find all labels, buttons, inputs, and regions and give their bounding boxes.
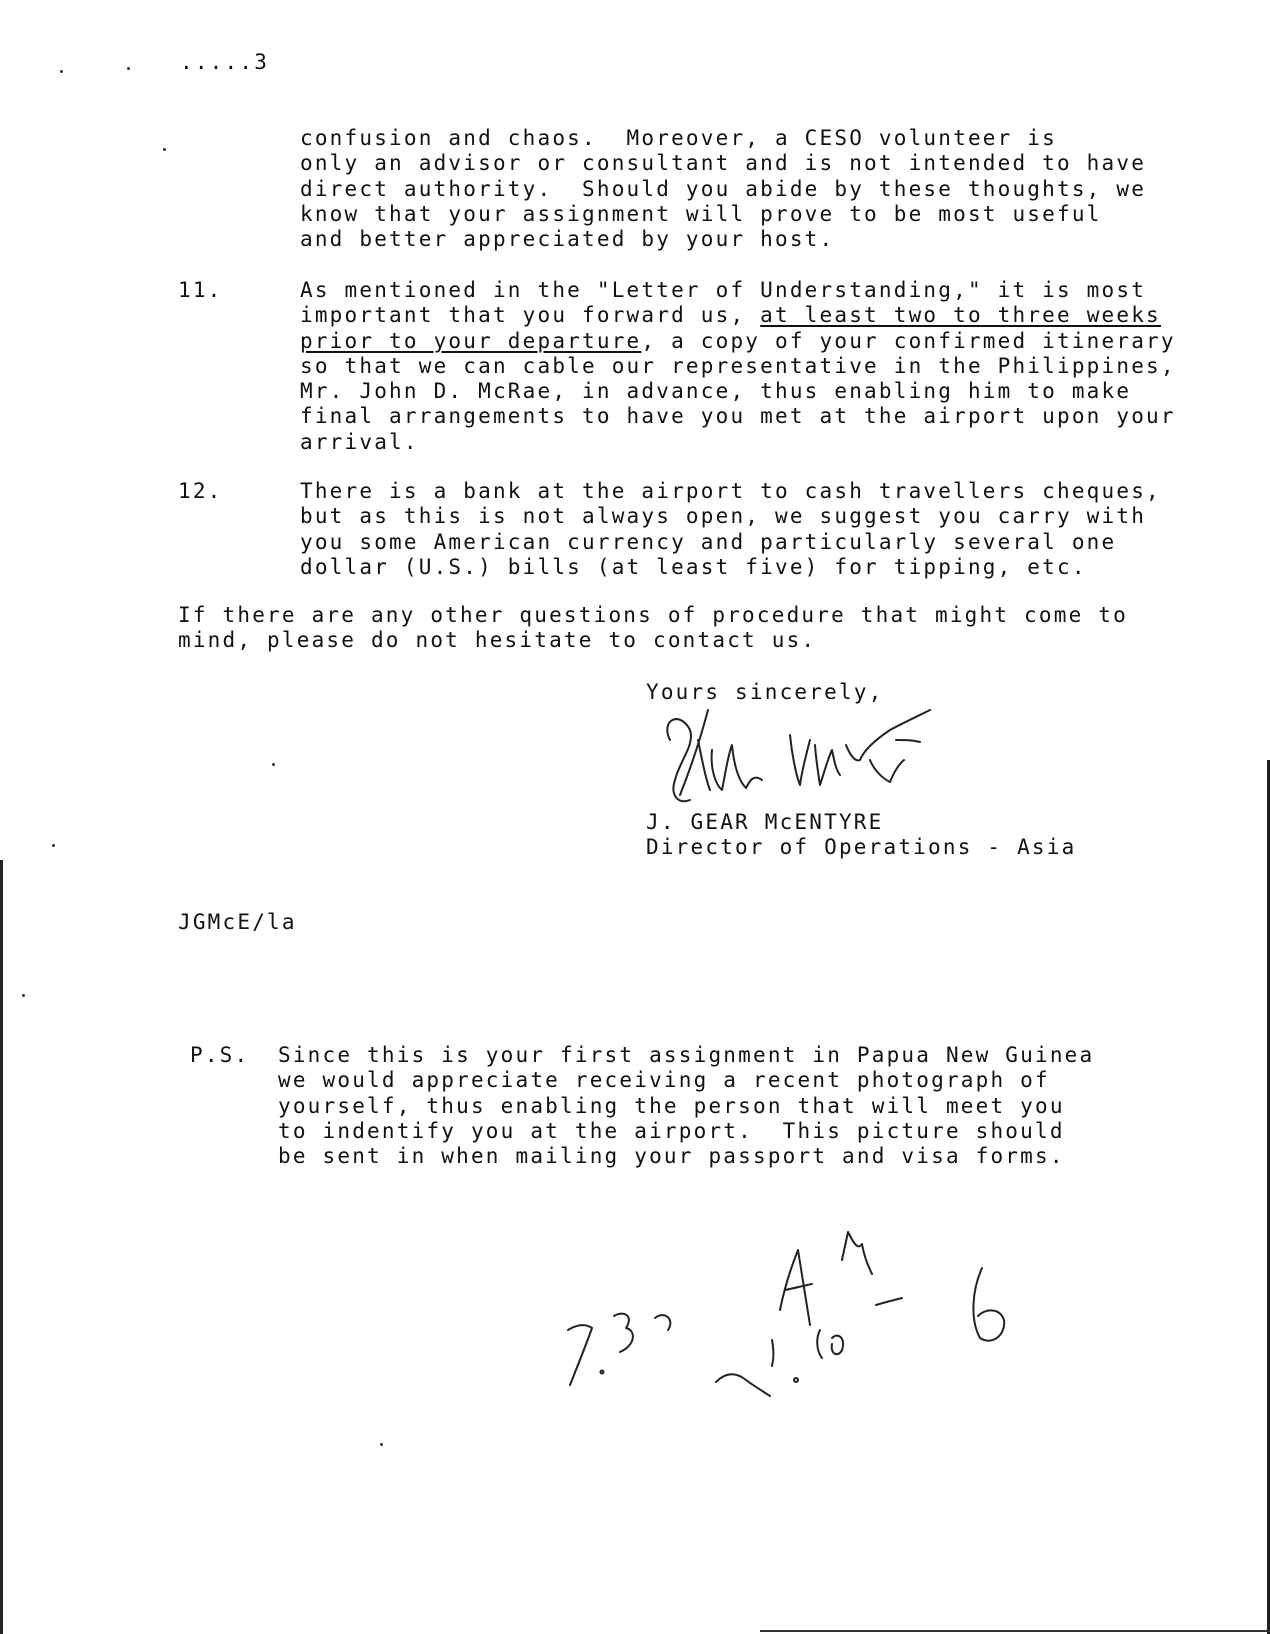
postscript-label: P.S. xyxy=(190,1043,250,1067)
scan-speck xyxy=(272,763,275,766)
scan-edge-left xyxy=(0,860,3,1634)
handwritten-note xyxy=(540,1220,1040,1420)
scan-speck xyxy=(60,70,63,73)
text-line: so that we can cable our representative in the Philippines, xyxy=(300,353,1176,378)
scan-speck xyxy=(380,1443,383,1446)
reference-initials: JGMcE/la xyxy=(178,910,297,934)
text-line: If there are any other questions of procedure that might come to xyxy=(178,603,1128,627)
text-line: dollar (U.S.) bills (at least five) for tipping, etc. xyxy=(300,554,1087,579)
text-line: mind, please do not hesitate to contact us. xyxy=(178,628,817,653)
underlined-text: prior to your departure xyxy=(300,328,642,353)
text-line: to indentify you at the airport. This picture should xyxy=(278,1118,1065,1143)
postscript-body xyxy=(278,1043,1094,1169)
text-line: yourself, thus enabling the person that will meet you xyxy=(278,1093,1065,1118)
scan-speck xyxy=(163,148,166,151)
text-line: you some American currency and particularly several one xyxy=(300,529,1117,554)
sign-off: Yours sincerely, xyxy=(646,680,884,704)
text-line: arrival. xyxy=(300,429,419,454)
text-line: As mentioned in the "Letter of Understanding," it is most xyxy=(300,278,1147,302)
text-line: direct authority. Should you abide by these thoughts, we xyxy=(300,176,1147,201)
text-segment: important that you forward us, xyxy=(300,303,761,328)
item-number: 12. xyxy=(178,479,223,503)
text-line: final arrangements to have you met at the airport upon your xyxy=(300,404,1176,429)
underlined-text: at least two to three weeks xyxy=(760,303,1161,328)
text-line: but as this is not always open, we suggest you carry with xyxy=(300,504,1147,529)
handwritten-signature xyxy=(650,700,990,820)
scan-speck xyxy=(52,844,55,847)
scan-edge-bottom xyxy=(760,1630,1270,1632)
text-line xyxy=(300,303,1176,328)
text-line: Since this is your first assignment in Papua New Guinea xyxy=(278,1043,1095,1067)
text-line: we would appreciate receiving a recent photograph of xyxy=(278,1068,1050,1093)
text-line: and better appreciated by your host. xyxy=(300,227,835,252)
signatory-name: J. GEAR McENTYRE xyxy=(646,810,884,834)
signatory-title: Director of Operations - Asia xyxy=(646,835,1077,859)
text-line: There is a bank at the airport to cash travellers cheques, xyxy=(300,479,1161,503)
text-line: be sent in when mailing your passport and visa forms. xyxy=(278,1144,1065,1169)
text-line: confusion and chaos. Moreover, a CESO volunteer is xyxy=(300,126,1057,150)
text-segment: , a copy of your confirmed itinerary xyxy=(641,328,1176,353)
closing-paragraph xyxy=(178,603,1128,654)
scan-speck xyxy=(127,67,130,70)
text-line: only an advisor or consultant and is not intended to have xyxy=(300,151,1147,176)
intro-paragraph xyxy=(300,126,1146,252)
item-12-paragraph xyxy=(300,479,1161,580)
page-number: .....3 xyxy=(180,50,270,74)
item-11-paragraph xyxy=(300,278,1176,455)
item-number: 11. xyxy=(178,278,223,302)
text-line xyxy=(300,329,1176,354)
scan-speck xyxy=(22,994,25,997)
text-line: know that your assignment will prove to be most useful xyxy=(300,201,1102,226)
text-line: Mr. John D. McRae, in advance, thus enabling him to make xyxy=(300,379,1132,404)
